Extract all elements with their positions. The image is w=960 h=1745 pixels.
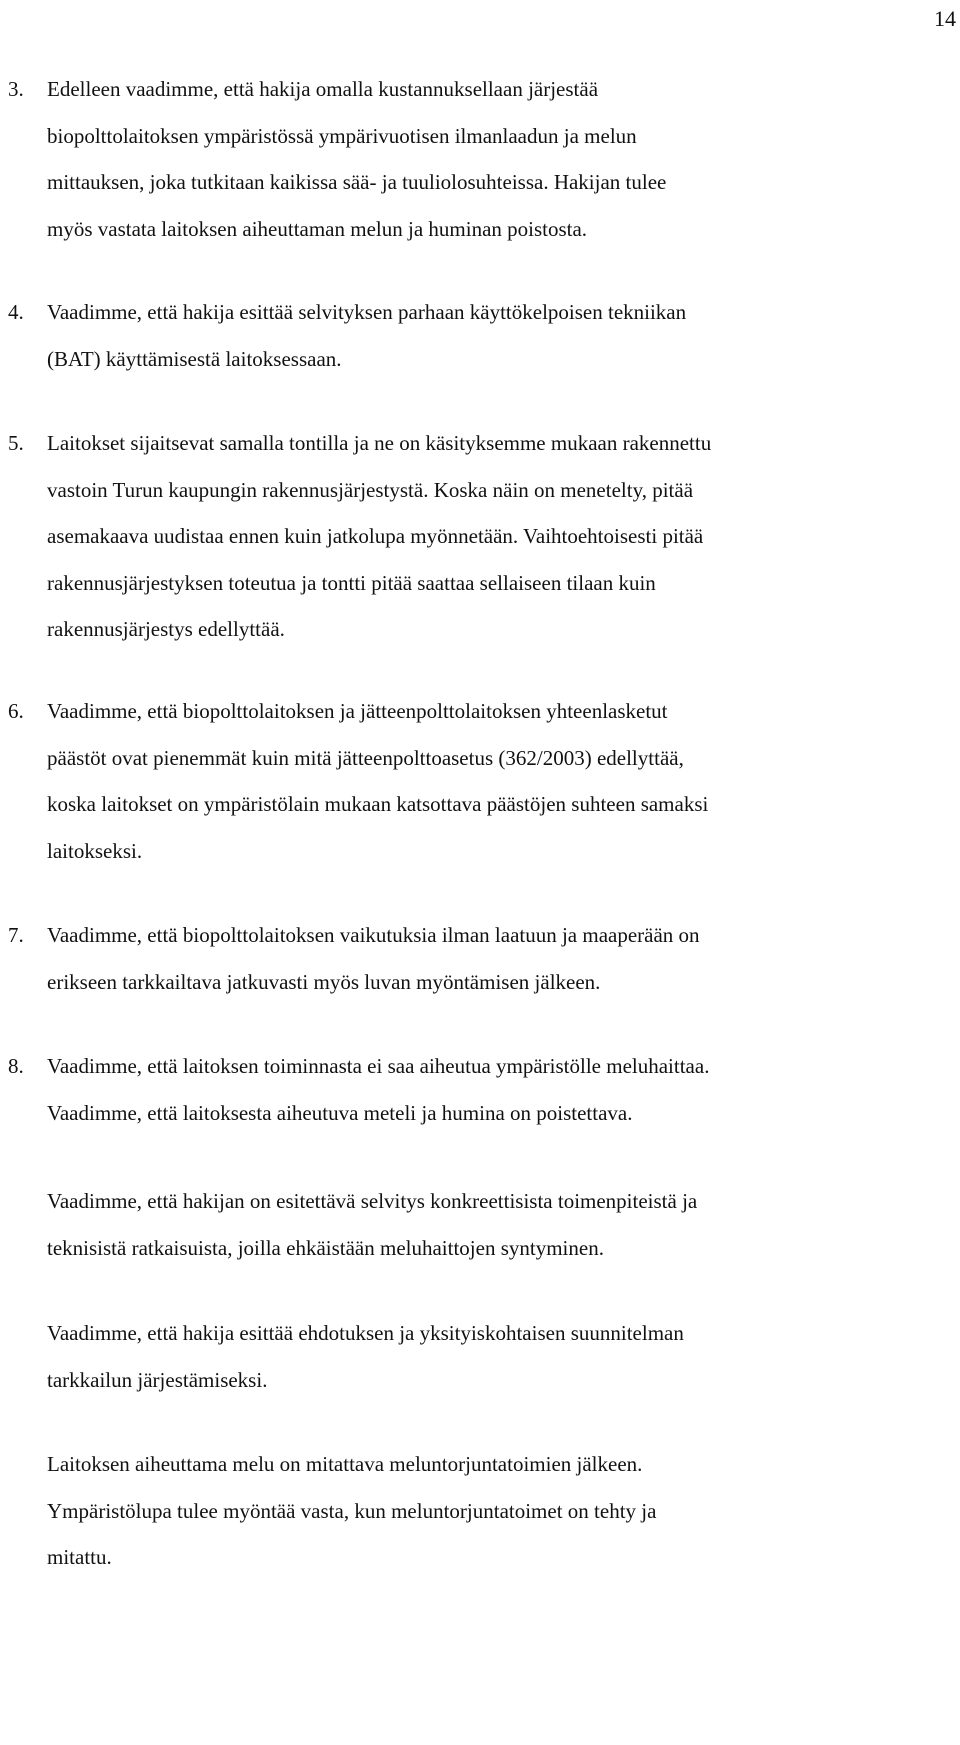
list-item-text: Vaadimme, että laitoksen toiminnasta ei saa aiheutua ympäristölle meluhaittaa. Vaadimme, että laitoksesta aiheutuva meteli ja humina on poistettava. [47, 1054, 710, 1125]
list-item-number: 6. [8, 699, 24, 723]
list-item-text: Vaadimme, että hakija esittää selvityksen parhaan käyttökelpoisen tekniikan (BAT) käyttämisestä laitoksessaan. [47, 300, 687, 371]
paragraph-monitoring-plan: Vaadimme, että hakija esittää ehdotuksen ja yksityiskohtaisen suunnitelman tarkkailun järjestämiseksi. [47, 1321, 684, 1392]
list-item-text: Vaadimme, että biopolttolaitoksen vaikutuksia ilman laatuun ja maaperään on erikseen tarkkailtava jatkuvasti myös luvan myöntämisen jälkeen. [47, 923, 700, 994]
list-item-7 [8, 912, 953, 1005]
list-item-text: Edelleen vaadimme, että hakija omalla kustannuksellaan järjestää biopolttolaitoksen ympäristössä ympärivuotisen ilmanlaadun ja melun mittauksen, joka tutkitaan kaikissa sää- ja tuuliolosuhteissa. Hakijan tulee myös vastata laitoksen aiheuttaman melun ja huminan poistosta. [47, 77, 667, 241]
list-item-8 [8, 1043, 953, 1136]
list-item-text: Vaadimme, että biopolttolaitoksen ja jätteenpolttolaitoksen yhteenlasketut päästöt ovat pienemmät kuin mitä jätteenpolttoasetus (362/2003) edellyttää, koska laitokset on ympäristölain mukaan katsottava päästöjen suhteen samaksi laitokseksi. [47, 699, 709, 863]
list-item-4 [8, 289, 953, 382]
paragraph-noise-measures: Vaadimme, että hakijan on esitettävä selvitys konkreettisista toimenpiteistä ja teknisistä ratkaisuista, joilla ehkäistään meluhaittojen syntyminen. [47, 1189, 698, 1260]
page-number: 14 [934, 6, 956, 31]
list-item-number: 4. [8, 300, 24, 324]
list-item-text: Laitokset sijaitsevat samalla tontilla ja ne on käsityksemme mukaan rakennettu vastoin Turun kaupungin rakennusjärjestystä. Koska näin on menetelty, pitää asemakaava uudistaa ennen kuin jatkolupa myönnetään. Vaihtoehtoisesti pitää rakennusjärjestyksen toteutua ja tontti pitää saattaa sellaiseen tilaan kuin rakennusjärjestys edellyttää. [47, 431, 712, 641]
list-item-number: 5. [8, 431, 24, 455]
list-item-3 [8, 66, 953, 252]
paragraph-noise-measurement: Laitoksen aiheuttama melu on mitattava meluntorjuntatoimien jälkeen. Ympäristölupa tulee myöntää vasta, kun meluntorjuntatoimet on tehty ja mitattu. [47, 1452, 657, 1569]
list-item-number: 7. [8, 923, 24, 947]
list-item-number: 3. [8, 77, 24, 101]
list-item-number: 8. [8, 1054, 24, 1078]
list-item-5 [8, 420, 953, 653]
list-item-6 [8, 688, 953, 874]
